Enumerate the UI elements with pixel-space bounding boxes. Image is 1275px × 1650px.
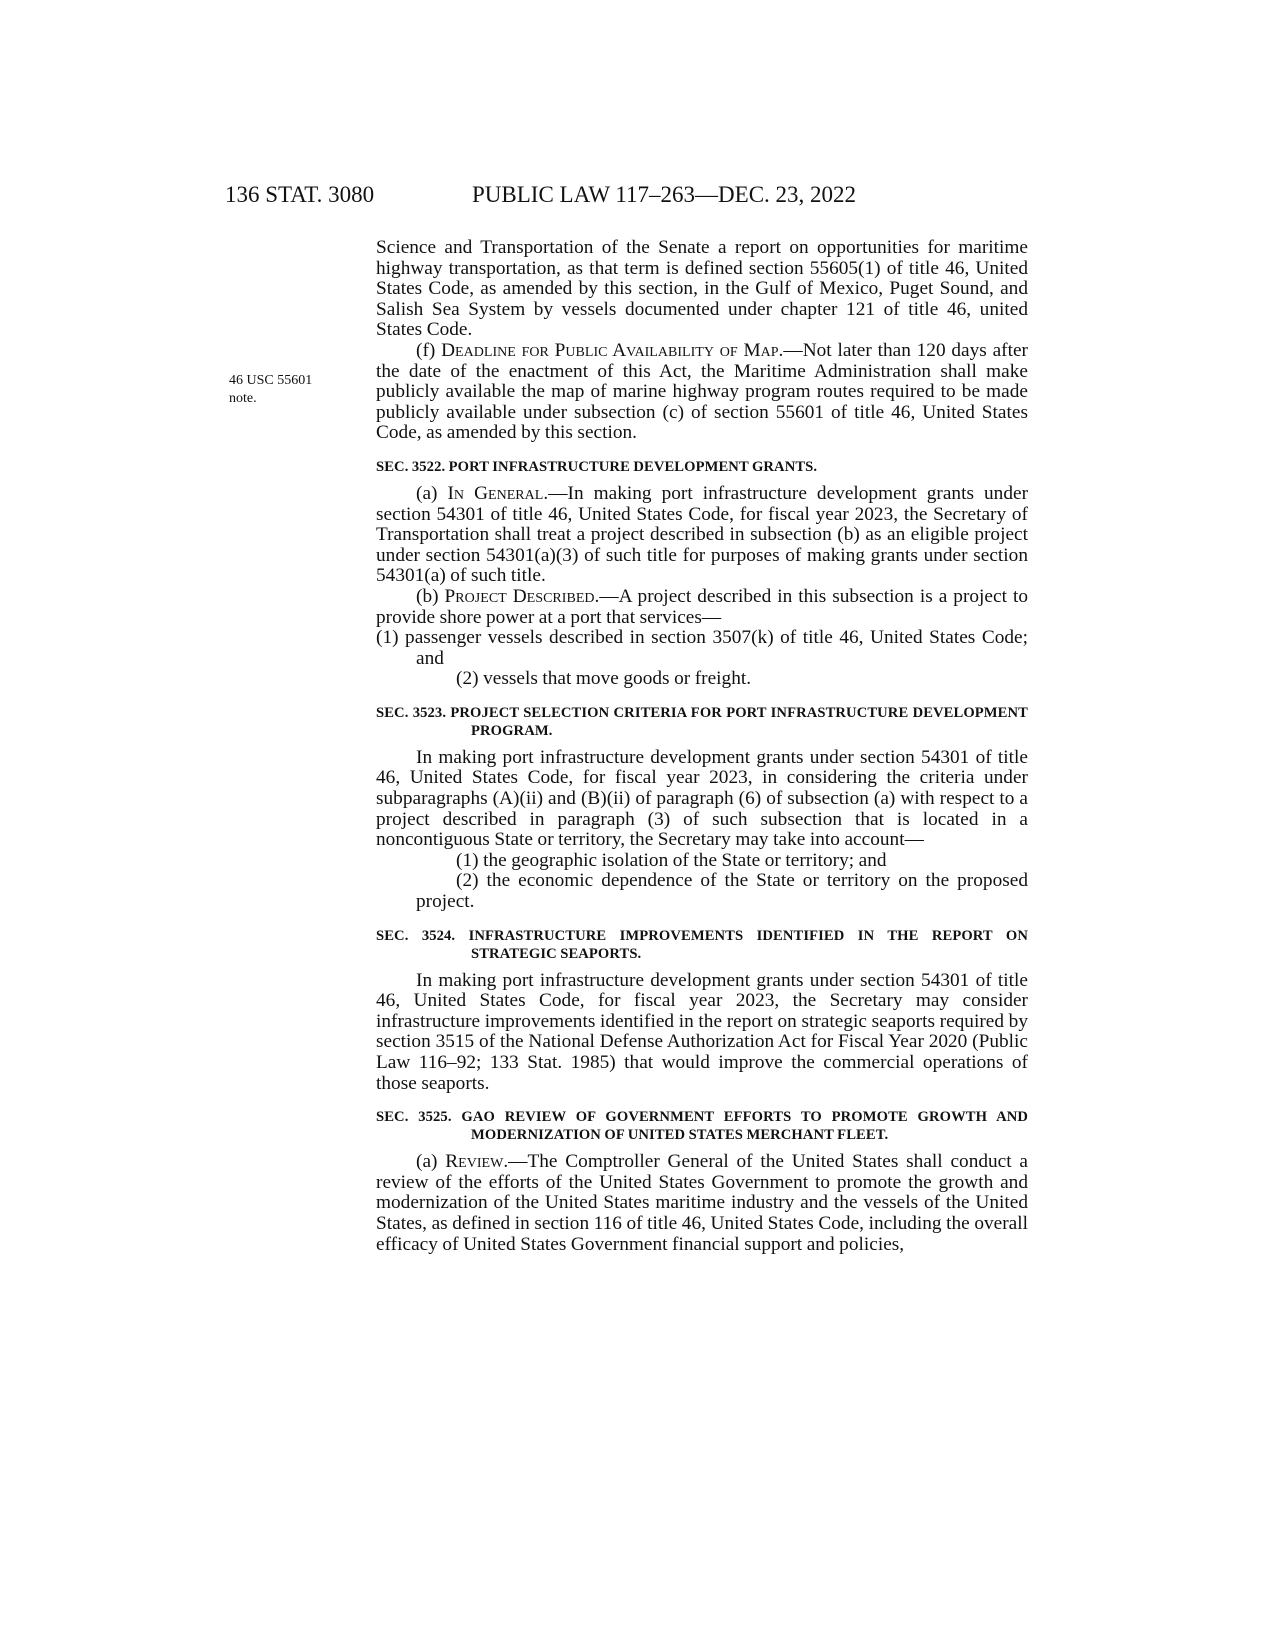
- subsection-f-heading: Deadline for Public Availability of Map.: [441, 339, 784, 361]
- sec-3523-item-2: (2) the economic dependence of the State or territory on the proposed project.: [416, 870, 1028, 913]
- continuation-paragraph: Science and Transportation of the Senate a report on opportunities for maritime highway transportation, as that term is defined section 55605(1) of title 46, United States Code, as amended by this section, in the Gulf of Mexico, Puget Sound, and Salish Sea System by vessels documented under chapter 121 of title 46, united States Code.: [376, 237, 1028, 341]
- sec-3524-title: INFRASTRUCTURE IMPROVEMENTS IDENTIFIED IN THE REPORT ON STRATEGIC SEAPORTS.: [468, 927, 1028, 962]
- sec-3525-subsection-a: [376, 1152, 1028, 1255]
- sec-3522-a-label: (a): [416, 482, 448, 504]
- sec-3522-heading: SEC. 3522. PORT INFRASTRUCTURE DEVELOPMENT GRANTS.: [376, 458, 818, 475]
- sec-3522-item-1: (1) passenger vessels described in section 3507(k) of title 46, United States Code; and: [376, 627, 1028, 669]
- subsection-f-label: (f): [416, 339, 442, 361]
- sec-3522-a-heading: In General.: [447, 482, 549, 504]
- main-text-column: [376, 238, 1028, 1255]
- margin-note-citation: 46 USC 55601: [229, 373, 313, 388]
- sec-3523-heading: [376, 704, 1028, 740]
- margin-note: [229, 372, 349, 408]
- sec-3524-text: In making port infrastructure development grants under section 54301 of title 46, United States Code, for fiscal year 2023, the Secretary may consider infrastructure improvements identified in the report on strategic seaports required by section 3515 of the National Defense Authorization Act for Fiscal Year 2020 (Public Law 116–92; 133 Stat. 1985) that would improve the commercial operations of those seaports.: [376, 969, 1028, 1094]
- sec-3523-item-1: (1) the geographic isolation of the State or territory; and: [456, 849, 887, 871]
- sec-3524-number: SEC. 3524.: [376, 927, 456, 944]
- public-law-citation: PUBLIC LAW 117–263—DEC. 23, 2022: [472, 182, 857, 207]
- sec-3522-a-text: —In making port infrastructure development grants under section 54301 of title 46, United States Code, for fiscal year 2023, the Secretary of Transportation shall treat a project described in subsection (b) as an eligible project under section 54301(a)(3) of such title for purposes of making grants under section 54301(a) of such title.: [376, 482, 1029, 587]
- sec-3522-subsection-b: [376, 587, 1028, 628]
- sec-3523-number: SEC. 3523.: [376, 704, 447, 721]
- sec-3524-heading: [376, 927, 1028, 963]
- sec-3523-text: In making port infrastructure development grants under section 54301 of title 46, United States Code, for fiscal year 2023, in considering the criteria under subparagraphs (A)(ii) and (B)(ii) of paragraph (6) of subsection (a) with respect to a project described in paragraph (3) of such subsection that is located in a noncontiguous State or territory, the Secretary may take into account—: [376, 746, 1028, 851]
- sec-3522-subsection-a: [376, 484, 1028, 587]
- page-header: [225, 180, 925, 210]
- sec-3525-a-label: (a): [416, 1151, 446, 1173]
- sec-3525-heading: [376, 1108, 1028, 1144]
- sec-3522-b-text: —A project described in this subsection is a project to provide shore power at a port that services—: [376, 585, 1028, 628]
- sec-3525-number: SEC. 3525.: [376, 1109, 452, 1126]
- sec-3525-title: GAO REVIEW OF GOVERNMENT EFFORTS TO PROMOTE GROWTH AND MODERNIZATION OF UNITED STATES MERCHANT FLEET.: [461, 1109, 1028, 1144]
- sec-3525-a-heading: Review.: [445, 1151, 509, 1173]
- sec-3522-item-2: (2) vessels that move goods or freight.: [456, 668, 752, 690]
- subsection-f: [376, 341, 1028, 444]
- sec-3525-a-text: —The Comptroller General of the United States shall conduct a review of the efforts of the United States Government to promote the growth and modernization of the United States maritime industry and the vessels of the United States, as defined in section 116 of title 46, United States Code, including the overall efficacy of United States Government financial support and policies,: [376, 1151, 1028, 1255]
- sec-3522-b-label: (b): [416, 585, 445, 607]
- margin-note-label: note.: [229, 391, 257, 406]
- sec-3522-b-heading: Project Described.: [444, 585, 600, 607]
- subsection-f-text: —Not later than 120 days after the date of the enactment of this Act, the Maritime Administration shall make publicly available the map of marine highway program routes required to be made publicly available under subsection (c) of section 55601 of title 46, United States Code, as amended by this section.: [376, 339, 1028, 444]
- sec-3523-title: PROJECT SELECTION CRITERIA FOR PORT INFRASTRUCTURE DEVELOPMENT PROGRAM.: [450, 704, 1028, 739]
- statute-page-number: 136 STAT. 3080: [225, 182, 375, 207]
